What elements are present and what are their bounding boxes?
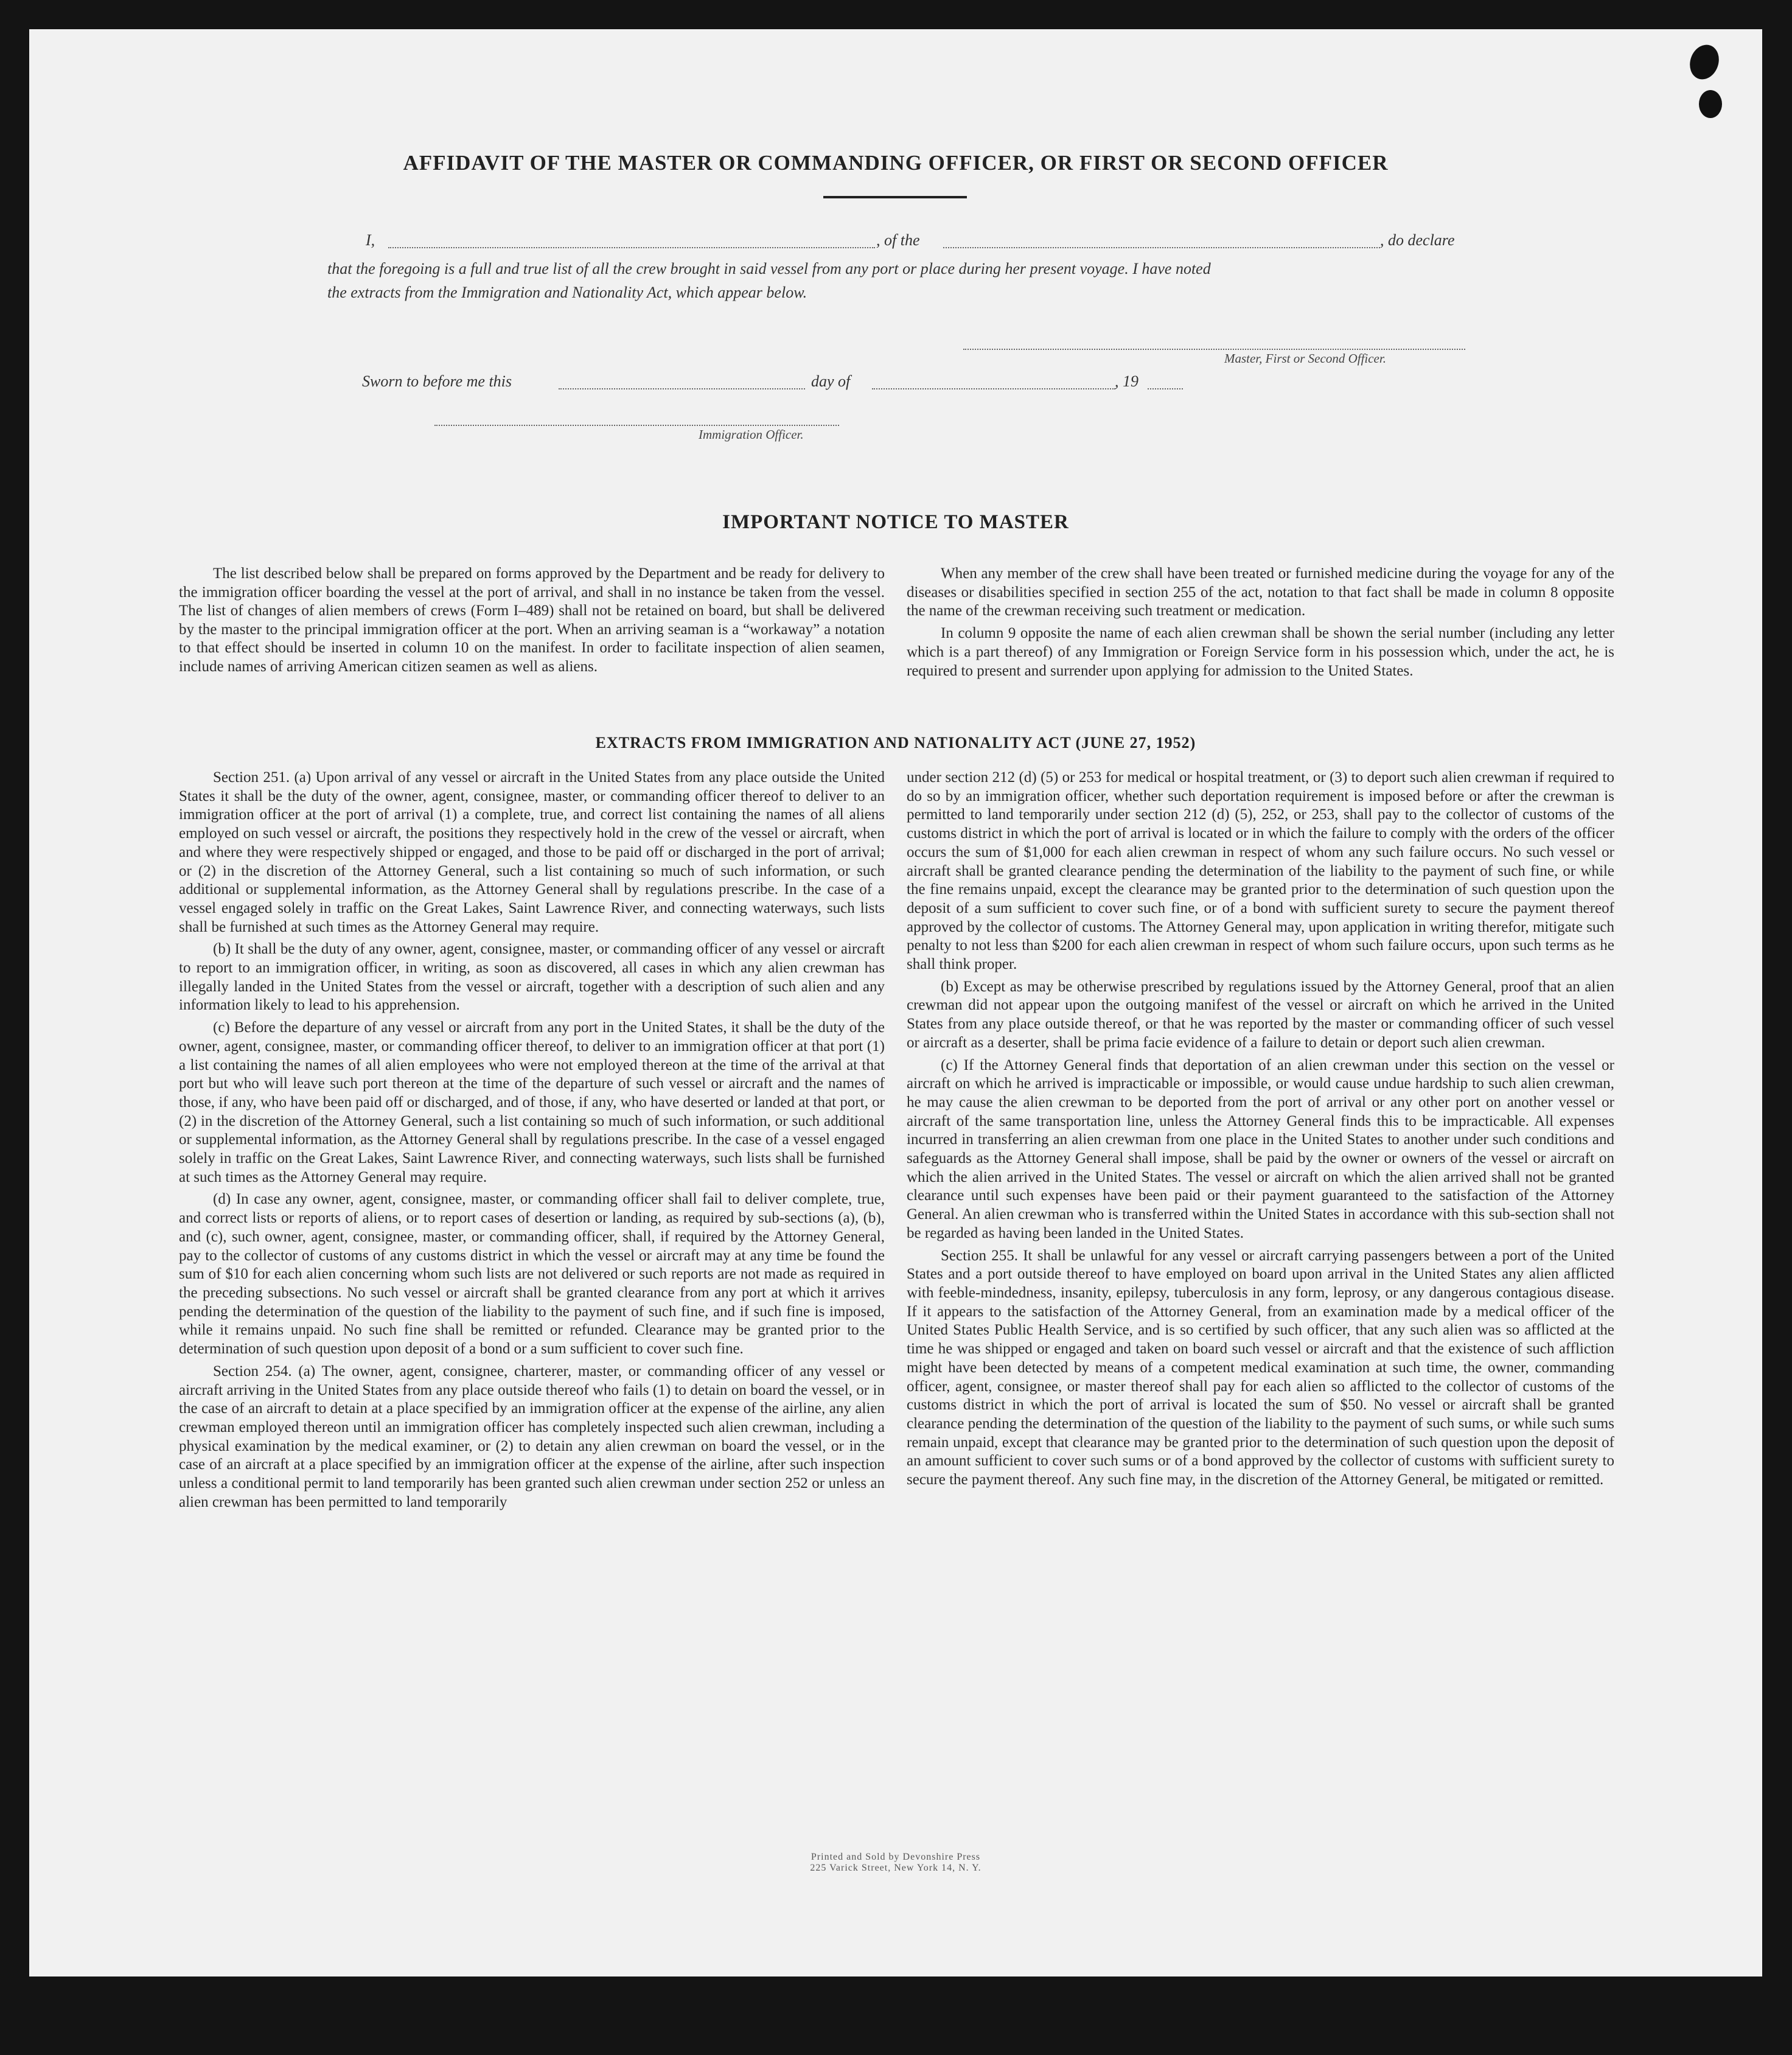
affidavit-declare-label: , do declare — [1380, 231, 1455, 249]
notice-left-paragraph: The list described below shall be prepared on forms approved by the Department and be ready for delivery to the immigration officer boarding the vessel at the port of arrival, and shall in no instance be taken from the vessel. The list of changes of alien members of crews (Form I–489) shall not be retained on board, but shall be delivered by the master to the principal immigration officer at the port. When an arriving seaman is a “workaway” a notation to that effect should be inserted in column 10 on the manifest. In order to facilitate inspection of alien seamen, include names of arriving American citizen seamen as well as aliens. — [179, 565, 885, 675]
affidavit-i-label: I, — [366, 231, 375, 249]
notice-title: IMPORTANT NOTICE TO MASTER — [722, 511, 1069, 533]
affidavit-title: AFFIDAVIT OF THE MASTER OR COMMANDING OFFICER, OR FIRST OR SECOND OFFICER — [403, 151, 1389, 175]
master-signature-caption: Master, First or Second Officer. — [1224, 351, 1386, 366]
extracts-title: EXTRACTS FROM IMMIGRATION AND NATIONALITY ACT (JUNE 27, 1952) — [595, 734, 1196, 752]
section-251-d: (d) In case any owner, agent, consignee, master, or commanding officer shall fail to deliver complete, true, and correct lists or reports of aliens, or to report cases of desertion or landing, as required by sub-sections (a), (b), and (c), such owner, agent, consignee, master, or commanding officer, shall, if required by the Attorney General, pay to the collector of customs of any customs district in which the vessel or aircraft may at any time be found the sum of $10 for each alien concerning whom such lists are not delivered or such reports are not made as required in the preceding subsections. No such vessel or aircraft shall be granted clearance from any port at which it arrives pending the determination of the question of the liability to the payment of such fine, and if such fine is imposed, while it remains unpaid. No such fine shall be remitted or refunded. Clearance may be granted prior to the determination of such question upon deposit of a bond or a sum sufficient to cover such fine. — [179, 1191, 885, 1358]
section-254-b: (b) Except as may be otherwise prescribed by regulations issued by the Attorney General, proof that an alien crewman did not appear upon the outgoing manifest of the vessel or aircraft on which he arrived in the United States from any place outside thereof, or that he was reported by the master or commanding officer of such vessel or aircraft as a deserter, shall be prima facie evidence of a failure to detain or deport such alien crewman. — [907, 978, 1614, 1051]
affidavit-of-the-label: , of the — [876, 231, 920, 249]
ink-blot-artifact — [1699, 90, 1722, 118]
notice-right-paragraph-1: When any member of the crew shall have been treated or furnished medicine during the voyage for any of the diseases or disabilities specified in section 255 of the act, notation to that fact shall be made in column 8 opposite the name of the crewman receiving such treatment or medication. — [907, 565, 1614, 619]
sworn-day-field[interactable] — [559, 388, 805, 389]
document-page — [29, 29, 1762, 1976]
section-251-a: Section 251. (a) Upon arrival of any vessel or aircraft in the United States from any place outside the United States it shall be the duty of the owner, agent, consignee, master, or commanding officer thereof to deliver to an immigration officer at the port of arrival (1) a complete, true, and correct list containing the names of all aliens employed on such vessel or aircraft, the positions they respectively hold in the crew of the vessel or aircraft, when and where they were respectively shipped or engaged, and those to be paid off or discharged in the port of arrival; or (2) in the discretion of the Attorney General, such a list containing so much of such information, or such additional or supplemental information, as the Attorney General shall by regulations prescribe. In the case of a vessel engaged solely in traffic on the Great Lakes, Saint Lawrence River, and connecting waterways, such lists shall be furnished at such times as the Attorney General may require. — [179, 769, 885, 935]
notice-right-paragraph-2: In column 9 opposite the name of each alien crewman shall be shown the serial number (including any letter which is a part thereof) of any Immigration or Foreign Service form in his possession which, under the act, he is required to present and surrender upon applying for admission to the United States. — [907, 625, 1614, 679]
affidavit-vessel-field[interactable] — [943, 247, 1380, 248]
day-of-label: day of — [811, 372, 851, 390]
printer-line-2: 225 Varick Street, New York 14, N. Y. — [810, 1863, 981, 1873]
extracts-left-column — [179, 769, 885, 1515]
section-251-c: (c) Before the departure of any vessel or aircraft from any port in the United States, it shall be the duty of the owner, agent, consignee, master, or commanding officer thereof, to deliver to an immigration officer at that port (1) a list containing the names of all alien employees who were not employed thereon at the time of the arrival at that port but who will leave such port thereon at the time of the departure of such vessel or aircraft and the names of those, if any, who have been paid off or discharged, and of those, if any, who have deserted or landed at that port, or (2) in the discretion of the Attorney General, such a list containing so much of such information, or such additional or supplemental information, as the Attorney General shall by regulations prescribe. In the case of a vessel engaged solely in traffic on the Great Lakes, Saint Lawrence River, and connecting waterways, such lists shall be furnished at such times as the Attorney General may require. — [179, 1019, 885, 1185]
affidavit-line2: that the foregoing is a full and true list of all the crew brought in said vessel from any port or place during her present voyage. I have noted — [327, 260, 1211, 277]
notice-right-column — [907, 565, 1614, 684]
section-254-a-continued: under section 212 (d) (5) or 253 for medical or hospital treatment, or (3) to deport such alien crewman if required to do so by an immigration officer, whether such deportation requirement is imposed before or after the crewman is permitted to land temporarily under section 212 (d) (5), 252, or 253, shall pay to the collector of customs of the customs district in which the port of arrival is located or in which the failure to comply with the orders of the officer occurs the sum of $1,000 for each alien crewman in respect of whom any such failure occurs. No such vessel or aircraft shall be granted clearance pending the determination of the liability to the payment of such fine, or while the fine remains unpaid, except the clearance may be granted prior to the determination of such question upon the deposit of a sum sufficient to cover such fine, or of a bond with sufficient surety to secure the payment thereof approved by the collector of customs. The Attorney General may, upon application in writing therefor, mitigate such penalty to not less than $200 for each alien crewman in respect of whom such failure occurs, upon such terms as he shall think proper. — [907, 769, 1614, 973]
year-prefix-label: , 19 — [1115, 372, 1138, 390]
sworn-label: Sworn to before me this — [362, 372, 512, 390]
ink-blot-artifact — [1685, 41, 1723, 83]
section-254-a: Section 254. (a) The owner, agent, consignee, charterer, master, or commanding officer of any vessel or aircraft arriving in the United States from any place outside thereof who fails (1) to detain on board the vessel, or in the case of an aircraft to detain at a place specified by an immigration officer at the expense of the airline, any alien crewman employed thereon until an immigration officer has completely inspected such alien crewman, including a physical examination by the medical examiner, or (2) to detain any alien crewman on board the vessel, or in the case of an aircraft at a place specified by an immigration officer at the expense of the airline, after such inspection unless a conditional permit to land temporarily has been granted such alien crewman under section 252 or unless an alien crewman has been permitted to land temporarily — [179, 1362, 885, 1510]
printer-imprint — [29, 1852, 1762, 1874]
section-254-c: (c) If the Attorney General finds that deportation of an alien crewman under this section on the vessel or aircraft on which he arrived is impracticable or impossible, or would cause undue hardship to such alien crewman, he may cause the alien crewman to be deported from the port of arrival or any other port on another vessel or aircraft of the same transportation line, unless the Attorney General finds this to be impracticable. All expenses incurred in transferring an alien crewman from one place in the United States to another under such conditions and safeguards as the Attorney General shall impose, shall be paid by the owner or owners of the vessel or aircraft on which the alien arrived in the United States. The vessel or aircraft on which the alien arrived shall not be granted clearance until such expenses have been paid or their payment guaranteed to the satisfaction of the Attorney General. An alien crewman who is transferred within the United States in accordance with this sub-section shall not be regarded as having been landed in the United States. — [907, 1056, 1614, 1241]
section-255: Section 255. It shall be unlawful for any vessel or aircraft carrying passengers between a port of the United States and a port outside thereof to have employed on board upon arrival in the United States any alien afflicted with feeble-mindedness, insanity, epilepsy, tuberculosis in any form, leprosy, or any dangerous contagious disease. If it appears to the satisfaction of the Attorney General, from an examination made by a medical officer of the United States Public Health Service, and is so certified by such officer, that any such alien was so afflicted at the time he was shipped or engaged and taken on board such vessel or aircraft and that the existence of such affliction might have been detected by means of a competent medical examination at such time, the owner, commanding officer, agent, consignee, or master thereof shall pay for each alien so afflicted to the collector of customs of the customs district in which the port of arrival is located the sum of $50. No vessel or aircraft shall be granted clearance pending the determination of the question of the liability to the payment of such sums, or while such sums remain unpaid, except that clearance may be granted prior to the determination of such question upon the deposit of an amount sufficient to cover such sums or of a bond approved by the collector of customs with sufficient surety to secure the payment thereof. Any such fine may, in the discretion of the Attorney General, be mitigated or remitted. — [907, 1247, 1614, 1488]
affidavit-name-field[interactable] — [388, 247, 875, 248]
immigration-officer-caption: Immigration Officer. — [699, 427, 804, 442]
title-underline — [823, 196, 967, 198]
sworn-month-field[interactable] — [872, 388, 1115, 389]
extracts-right-column — [907, 769, 1614, 1493]
section-251-b: (b) It shall be the duty of any owner, agent, consignee, master, or commanding officer of any vessel or aircraft to report to an immigration officer, in writing, as soon as discovered, all cases in which any alien crewman has illegally landed in the United States from the vessel or aircraft, together with a description of such alien and any information likely to lead to his apprehension. — [179, 941, 885, 1014]
printer-line-1: Printed and Sold by Devonshire Press — [811, 1852, 981, 1862]
sworn-year-field[interactable] — [1148, 388, 1183, 389]
master-signature-field[interactable] — [963, 349, 1465, 350]
immigration-officer-signature-field[interactable] — [434, 425, 839, 426]
affidavit-line3: the extracts from the Immigration and Nationality Act, which appear below. — [327, 284, 807, 301]
